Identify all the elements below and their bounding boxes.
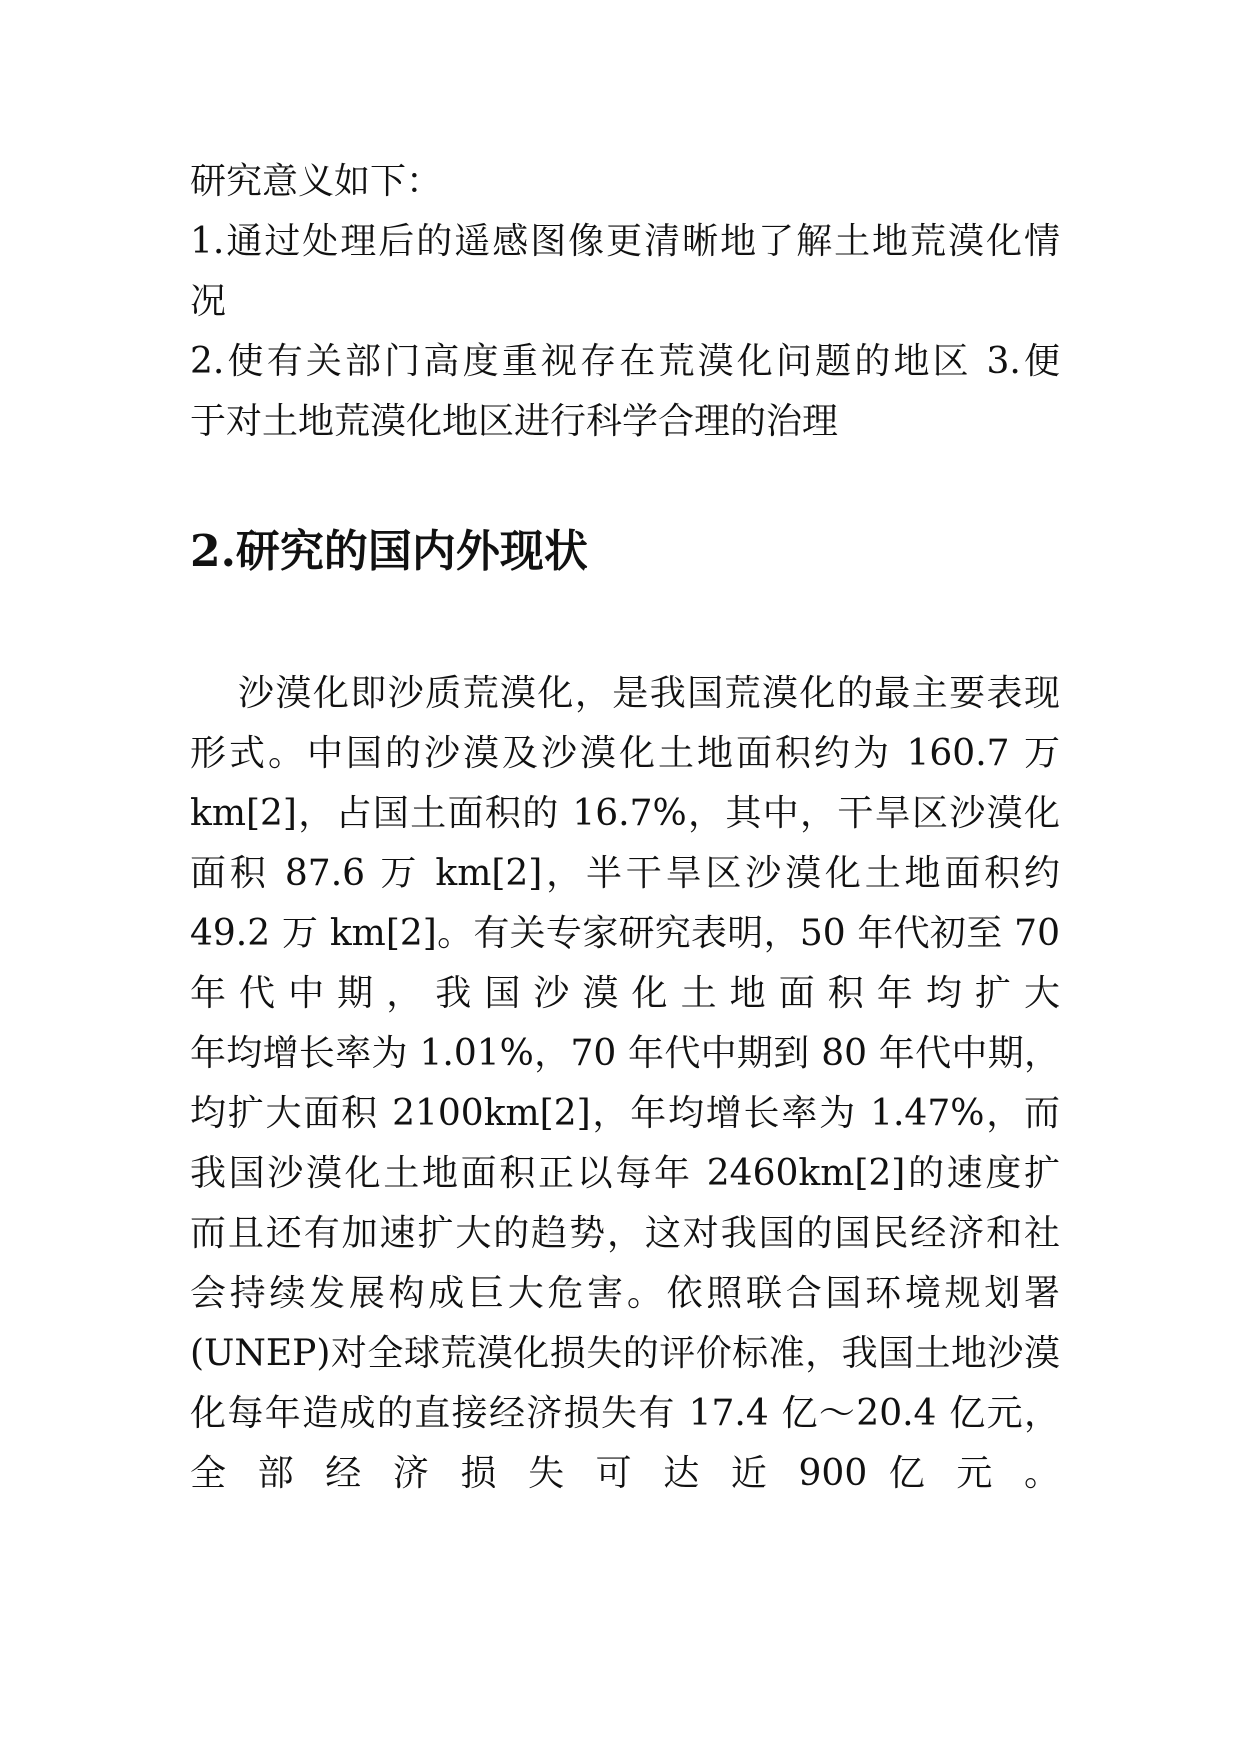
paragraph-line: 年均增长率为 1.01%，70 年代中期到 80 年代中期， [190,1033,1060,1074]
paragraph-line: km[2]，占国土面积的 16.7%，其中，干旱区沙漠化 [190,793,1060,834]
significance-item-1-line-1: 1.通过处理后的遥感图像更清晰地了解土地荒漠化情 [190,221,1060,262]
research-significance-block [190,152,1060,452]
page-content [190,152,1060,1504]
section-paragraph [190,664,1060,1504]
paragraph-line: (UNEP)对全球荒漠化损失的评价标准，我国土地沙漠 [190,1333,1060,1374]
significance-intro-line: 研究意义如下： [190,161,443,202]
paragraph-line: 化每年造成的直接经济损失有 17.4 亿～20.4 亿元， [190,1393,1060,1434]
paragraph-line: 面积 87.6 万 km[2]，半干旱区沙漠化土地面积约 [190,853,1060,894]
paragraph-line-last: 全 部 经 济 损 失 可 达 近 900 亿 元 。 [190,1453,1060,1494]
section-heading: 2.研究的国内外现状 [190,526,588,577]
paragraph-line: 而且还有加速扩大的趋势，这对我国的国民经济和社 [190,1213,1060,1254]
paragraph-line: 会持续发展构成巨大危害。依照联合国环境规划署 [190,1273,1060,1314]
paragraph-line: 49.2 万 km[2]。有关专家研究表明，50 年代初至 70 [190,913,1060,954]
paragraph-line: 均扩大面积 2100km[2]，年均增长率为 1.47%，而 [190,1093,1060,1134]
significance-item-2-line-1: 2.使有关部门高度重视存在荒漠化问题的地区 3.便 [190,341,1060,382]
paragraph-line: 形式。中国的沙漠及沙漠化土地面积约为 160.7 万 [190,733,1060,774]
paragraph-line: 我国沙漠化土地面积正以每年 2460km[2]的速度扩 [190,1153,1060,1194]
paragraph-line: 年代中期，我国沙漠化土地面积年均扩大 [190,973,1060,1014]
significance-item-1-line-2: 况 [190,281,227,322]
significance-item-3-line: 于对土地荒漠化地区进行科学合理的治理 [190,401,839,442]
paragraph-line: 沙漠化即沙质荒漠化，是我国荒漠化的最主要表现 [238,673,1060,714]
